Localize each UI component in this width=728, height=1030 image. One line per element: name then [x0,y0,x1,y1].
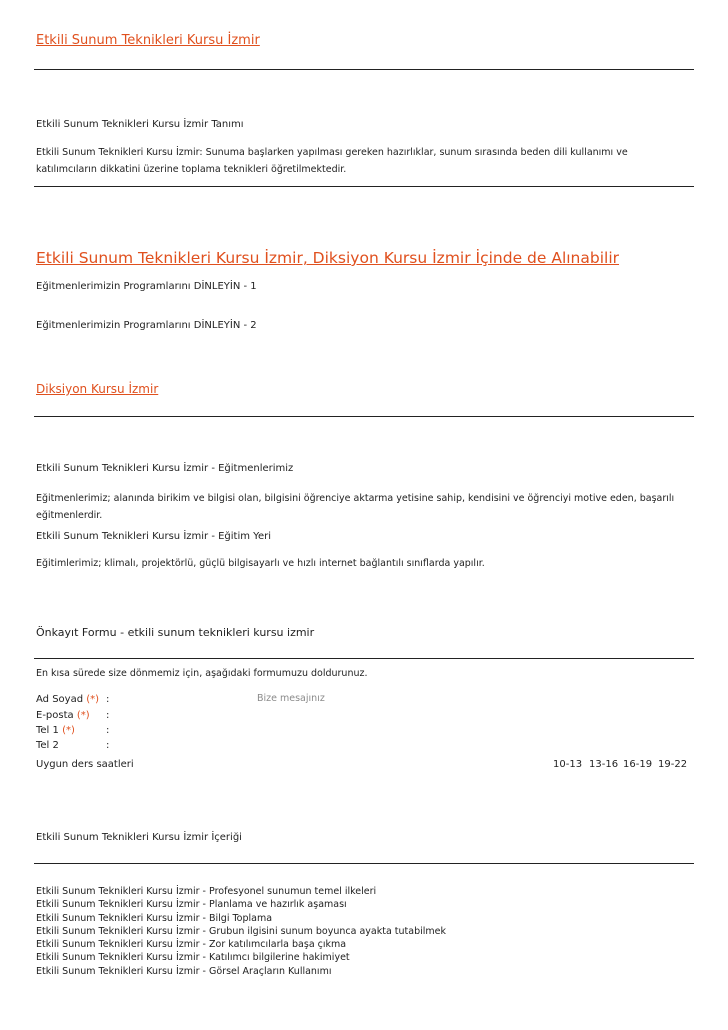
definition-heading: Etkili Sunum Teknikleri Kursu İzmir Tanımı [36,119,244,130]
message-textarea[interactable]: Bize mesajınız [257,693,325,704]
required-mark: (*) [76,710,90,721]
name-label: Ad Soyad (*) [36,694,100,705]
diction-section-title-link[interactable]: Etkili Sunum Teknikleri Kursu İzmir, Diksiyon Kursu İzmir İçinde de Alınabilir [36,249,620,267]
venue-heading: Etkili Sunum Teknikleri Kursu İzmir - Eğitim Yeri [36,531,271,542]
divider [34,863,694,864]
list-item: Etkili Sunum Teknikleri Kursu İzmir - Zor katılımcılarla başa çıkma [36,939,347,951]
form-intro: En kısa sürede size dönmemiz için, aşağıdaki formumuzu doldurunuz. [36,668,368,679]
list-item: Etkili Sunum Teknikleri Kursu İzmir - Bilgi Toplama [36,912,273,924]
trainers-heading: Etkili Sunum Teknikleri Kursu İzmir - Eğitmenlerimiz [36,463,294,474]
tel1-colon: : [106,725,110,736]
content-heading: Etkili Sunum Teknikleri Kursu İzmir İçeriği [36,832,242,843]
divider [34,658,694,659]
form-title: Önkayıt Formu - etkili sunum teknikleri kursu izmir [36,626,315,639]
page-title-link[interactable]: Etkili Sunum Teknikleri Kursu İzmir [36,33,260,48]
definition-body: Etkili Sunum Teknikleri Kursu İzmir: Sunuma başlarken yapılması gereken hazırlıklar, sunum sırasında beden dili kullanımı ve katılımcıların dikkatini üzerine toplama teknikleri öğretilmektedir. [36,147,628,175]
required-mark: (*) [86,694,100,705]
name-colon: : [106,694,110,705]
tel2-colon: : [106,740,110,751]
venue-body: Eğitimlerimiz; klimalı, projektörlü, güçlü bilgisayarlı ve hızlı internet bağlantılı sınıflarda yapılır. [36,558,485,569]
list-item: Etkili Sunum Teknikleri Kursu İzmir - Görsel Araçların Kullanımı [36,965,332,977]
list-item: Etkili Sunum Teknikleri Kursu İzmir - Planlama ve hazırlık aşaması [36,899,347,911]
tel2-input[interactable] [120,738,240,752]
list-item: Etkili Sunum Teknikleri Kursu İzmir - Katılımcı bilgilerine hakimiyet [36,952,350,964]
divider [34,69,694,70]
listen-link-1[interactable]: Eğitmenlerimizin Programlarını DİNLEYİN - 1 [36,281,257,292]
listen-link-2[interactable]: Eğitmenlerimizin Programlarını DİNLEYİN - 2 [36,320,257,331]
hour-option-13-16[interactable]: 13-16 [589,759,619,770]
divider [34,416,694,417]
email-colon: : [106,710,110,721]
hour-option-16-19[interactable]: 16-19 [623,759,653,770]
required-mark: (*) [62,725,75,736]
hours-label: Uygun ders saatleri [36,759,134,770]
hour-option-19-22[interactable]: 19-22 [658,759,688,770]
list-item: Etkili Sunum Teknikleri Kursu İzmir - Grubun ilgisini sunum boyunca ayakta tutabilmek [36,925,446,937]
list-item: Etkili Sunum Teknikleri Kursu İzmir - Profesyonel sunumun temel ilkeleri [36,886,377,897]
tel1-input[interactable] [120,723,240,737]
tel1-label: Tel 1 (*) [36,725,75,736]
email-label: E-posta (*) [36,710,90,721]
email-input[interactable] [120,708,240,722]
tel2-label: Tel 2 [36,740,59,751]
hour-option-10-13[interactable]: 10-13 [553,759,583,770]
divider [34,186,694,187]
name-input[interactable] [120,692,240,706]
trainers-body: Eğitmenlerimiz; alanında birikim ve bilgisi olan, bilgisini öğrenciye aktarma yetisine sahip, kendisini ve öğrenciyi motive eden, başarılı eğitmenlerdir. [36,493,675,521]
diction-course-link[interactable]: Diksiyon Kursu İzmir [36,382,159,396]
content-list [36,885,446,978]
